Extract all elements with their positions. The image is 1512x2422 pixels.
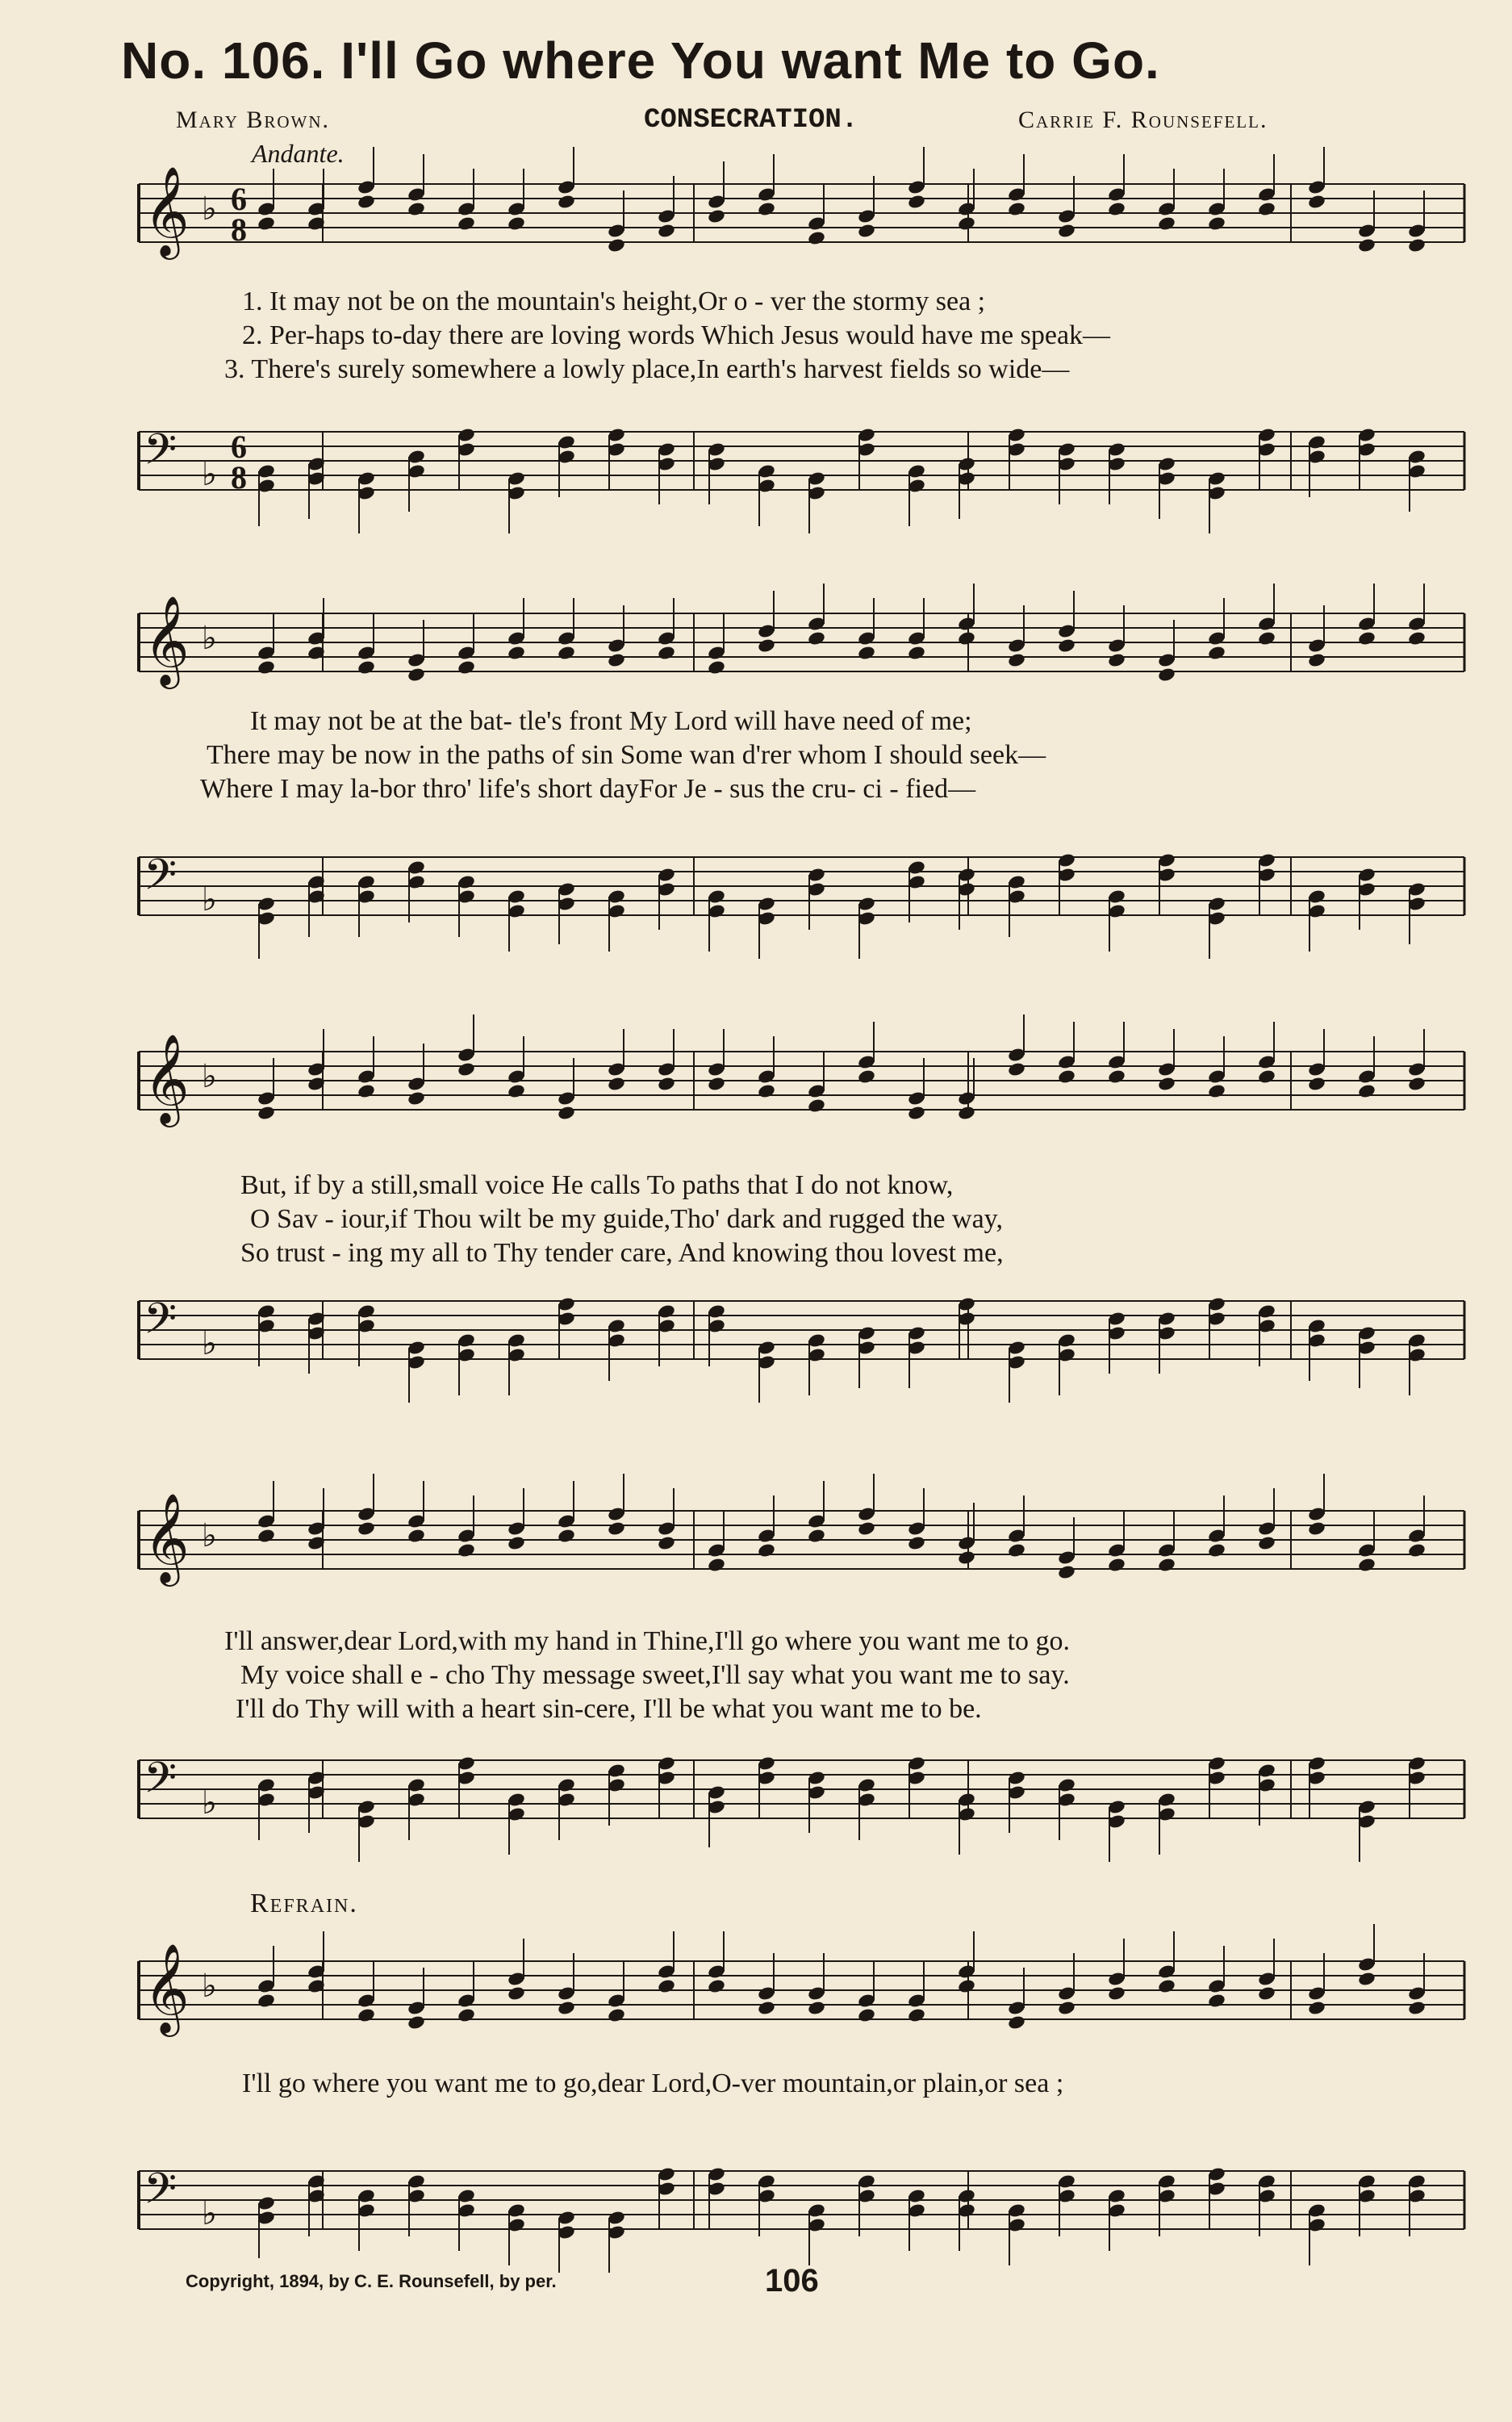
- note-head: [257, 1993, 276, 2009]
- bass-clef-icon: 𝄢: [144, 851, 178, 910]
- lyric-line: I'll do Thy will with a heart sin-cere, I'll be what you want me to be.: [236, 1694, 982, 1724]
- note-head: [807, 630, 826, 646]
- note-head: [1307, 1076, 1326, 1092]
- bass-staff: [0, 841, 1512, 938]
- note-head: [1157, 1076, 1176, 1092]
- lyric-line: My voice shall e - cho Thy message sweet,I'll say what you want me to say.: [240, 1660, 1070, 1690]
- note-head: [907, 1105, 926, 1121]
- note-head: [1407, 1076, 1426, 1092]
- note-head: [557, 1528, 576, 1544]
- lyric-line: But, if by a still,small voice He calls To paths that I do not know,: [240, 1170, 954, 1200]
- note-head: [757, 638, 776, 654]
- note-head: [1407, 2000, 1426, 2016]
- lyricist-credit: Mary Brown.: [176, 107, 331, 133]
- bass-staff: [0, 1285, 1512, 1382]
- note-head: [1107, 652, 1126, 668]
- bass-clef-icon: 𝄢: [144, 1295, 178, 1354]
- flat-key-signature-icon: ♭: [202, 1058, 217, 1095]
- treble-staff: [0, 1035, 1512, 1132]
- bass-clef-icon: 𝄢: [144, 425, 178, 485]
- note-head: [657, 1978, 676, 1994]
- note-head: [407, 1528, 426, 1544]
- composer-credit: Carrie F. Rounsefell.: [1018, 107, 1268, 133]
- note-head: [1157, 1557, 1176, 1573]
- treble-staff: [0, 1945, 1512, 2042]
- note-head: [1107, 1069, 1126, 1085]
- note-head: [957, 1550, 976, 1566]
- bass-staff: [0, 1744, 1512, 1841]
- note-head: [1407, 630, 1426, 646]
- lyric-line: 2. Per-haps to-day there are loving words Which Jesus would have me speak—: [242, 320, 1111, 350]
- lyric-line: It may not be at the bat- tle's front My Lord will have need of me;: [250, 706, 972, 736]
- note-head: [807, 1528, 826, 1544]
- treble-staff: [0, 165, 1512, 265]
- treble-staff: [0, 1492, 1512, 1592]
- note-head: [457, 1061, 476, 1077]
- note-head: [1357, 630, 1376, 646]
- note-head: [957, 1105, 976, 1121]
- note-head: [257, 659, 276, 676]
- flat-key-signature-icon: ♭: [202, 456, 217, 493]
- note-head: [507, 645, 526, 661]
- note-head: [1207, 1083, 1226, 1099]
- flat-key-signature-icon: ♭: [202, 190, 217, 228]
- flat-key-signature-icon: ♭: [202, 1517, 217, 1554]
- note-head: [1357, 1971, 1376, 1987]
- note-head: [1307, 2000, 1326, 2016]
- note-head: [357, 1083, 376, 1099]
- lyric-line: O Sav - iour,if Thou wilt be my guide,Tho' dark and rugged the way,: [250, 1204, 1003, 1234]
- note-head: [1007, 1061, 1026, 1077]
- note-head: [557, 2000, 576, 2016]
- note-head: [757, 1083, 776, 1099]
- lyric-line: 1. It may not be on the mountain's height,Or o - ver the stormy sea ;: [242, 287, 986, 316]
- note-head: [1307, 194, 1326, 210]
- note-head: [1057, 1069, 1076, 1085]
- note-head: [357, 1521, 376, 1537]
- treble-staff: [0, 597, 1512, 694]
- note-head: [257, 215, 276, 232]
- note-head: [557, 1105, 576, 1121]
- note-head: [607, 652, 626, 668]
- note-head: [707, 659, 726, 676]
- note-head: [1057, 638, 1076, 654]
- treble-clef-icon: 𝄞: [144, 1033, 190, 1123]
- note-head: [607, 1076, 626, 1092]
- note-head: [507, 1535, 526, 1551]
- note-head: [707, 1557, 726, 1573]
- time-signature-bottom: 8: [231, 459, 247, 496]
- refrain-label: Refrain.: [250, 1889, 358, 1918]
- note-head: [507, 215, 526, 232]
- note-head: [657, 645, 676, 661]
- time-signature-bottom: 8: [231, 211, 247, 248]
- note-head: [407, 201, 426, 217]
- note-head: [1207, 1993, 1226, 2009]
- lyric-line: Where I may la-bor thro' life's short dayFor Je - sus the cru- ci - fied—: [200, 774, 976, 804]
- note-head: [407, 667, 426, 683]
- note-head: [457, 215, 476, 232]
- note-head: [1407, 237, 1426, 253]
- note-head: [257, 1105, 276, 1121]
- bass-clef-icon: 𝄢: [144, 2165, 178, 2224]
- note-head: [1007, 2014, 1026, 2031]
- note-head: [357, 194, 376, 210]
- note-head: [857, 2007, 876, 2023]
- note-head: [857, 1069, 876, 1085]
- note-head: [657, 1535, 676, 1551]
- flat-key-signature-icon: ♭: [202, 620, 217, 657]
- note-head: [1107, 1985, 1126, 2002]
- note-head: [457, 2007, 476, 2023]
- note-head: [1057, 1564, 1076, 1580]
- note-head: [707, 1978, 726, 1994]
- flat-key-signature-icon: ♭: [202, 1968, 217, 2005]
- note-head: [1257, 1069, 1276, 1085]
- note-head: [457, 1542, 476, 1558]
- bass-staff: [0, 416, 1512, 512]
- note-head: [1007, 652, 1026, 668]
- note-head: [857, 1521, 876, 1537]
- copyright-notice: Copyright, 1894, by C. E. Rounsefell, by per.: [186, 2271, 557, 2291]
- note-head: [1357, 1557, 1376, 1573]
- note-head: [1207, 645, 1226, 661]
- note-head: [807, 1098, 826, 1114]
- note-head: [957, 630, 976, 646]
- time-signature-top: 6: [231, 429, 247, 465]
- note-head: [1057, 2000, 1076, 2016]
- lyric-line: I'll go where you want me to go,dear Lord,O-ver mountain,or plain,or sea ;: [242, 2069, 1064, 2098]
- note-head: [657, 223, 676, 239]
- bass-staff: [0, 2155, 1512, 2252]
- note-head: [807, 230, 826, 246]
- note-head: [457, 659, 476, 676]
- note-head: [607, 1521, 626, 1537]
- treble-clef-icon: 𝄞: [144, 1492, 190, 1583]
- bass-clef-icon: 𝄢: [144, 1754, 178, 1813]
- note-head: [957, 1978, 976, 1994]
- treble-clef-icon: 𝄞: [144, 1943, 190, 2033]
- note-head: [1157, 215, 1176, 232]
- note-head: [1257, 201, 1276, 217]
- hymn-title: No. 106. I'll Go where You want Me to Go.: [121, 31, 1160, 90]
- note-head: [1357, 237, 1376, 253]
- treble-clef-icon: 𝄞: [144, 595, 190, 685]
- note-head: [1257, 1535, 1276, 1551]
- note-head: [907, 2007, 926, 2023]
- note-head: [1107, 1557, 1126, 1573]
- note-head: [807, 2000, 826, 2016]
- lyric-line: 3. There's surely somewhere a lowly place,In earth's harvest fields so wide—: [224, 354, 1070, 384]
- page-number: 106: [765, 2263, 819, 2299]
- note-head: [657, 1076, 676, 1092]
- note-head: [1207, 215, 1226, 232]
- note-head: [1257, 1985, 1276, 2002]
- note-head: [1407, 1542, 1426, 1558]
- time-signature-top: 6: [231, 181, 247, 217]
- note-head: [507, 1083, 526, 1099]
- flat-key-signature-icon: ♭: [202, 881, 217, 918]
- note-head: [857, 645, 876, 661]
- note-head: [1257, 630, 1276, 646]
- note-head: [707, 208, 726, 224]
- note-head: [1157, 667, 1176, 683]
- note-head: [1307, 1521, 1326, 1537]
- note-head: [857, 223, 876, 239]
- note-head: [607, 2007, 626, 2023]
- note-head: [957, 215, 976, 232]
- note-head: [907, 645, 926, 661]
- note-head: [357, 2007, 376, 2023]
- note-head: [907, 1535, 926, 1551]
- note-head: [407, 2014, 426, 2031]
- flat-key-signature-icon: ♭: [202, 1784, 217, 1822]
- flat-key-signature-icon: ♭: [202, 1325, 217, 1362]
- note-head: [757, 1542, 776, 1558]
- lyric-line: I'll answer,dear Lord,with my hand in Thine,I'll go where you want me to go.: [224, 1626, 1070, 1656]
- tune-name: CONSECRATION.: [644, 105, 858, 136]
- note-head: [1007, 201, 1026, 217]
- note-head: [1207, 1542, 1226, 1558]
- note-head: [557, 645, 576, 661]
- note-head: [707, 1076, 726, 1092]
- note-head: [257, 1528, 276, 1544]
- note-head: [407, 1090, 426, 1106]
- note-head: [757, 2000, 776, 2016]
- lyric-line: There may be now in the paths of sin Some wan d'rer whom I should seek—: [207, 740, 1046, 770]
- tempo-marking: Andante.: [252, 139, 345, 168]
- note-head: [907, 194, 926, 210]
- note-head: [1307, 652, 1326, 668]
- note-head: [1007, 1542, 1026, 1558]
- note-head: [1107, 201, 1126, 217]
- note-head: [557, 194, 576, 210]
- note-head: [507, 1985, 526, 2002]
- note-head: [1057, 223, 1076, 239]
- lyric-line: So trust - ing my all to Thy tender care, And knowing thou lovest me,: [240, 1238, 1004, 1268]
- treble-clef-icon: 𝄞: [144, 165, 190, 256]
- note-head: [1357, 1083, 1376, 1099]
- note-head: [607, 237, 626, 253]
- note-head: [357, 659, 376, 676]
- flat-key-signature-icon: ♭: [202, 2195, 217, 2232]
- note-head: [1157, 1978, 1176, 1994]
- note-head: [757, 201, 776, 217]
